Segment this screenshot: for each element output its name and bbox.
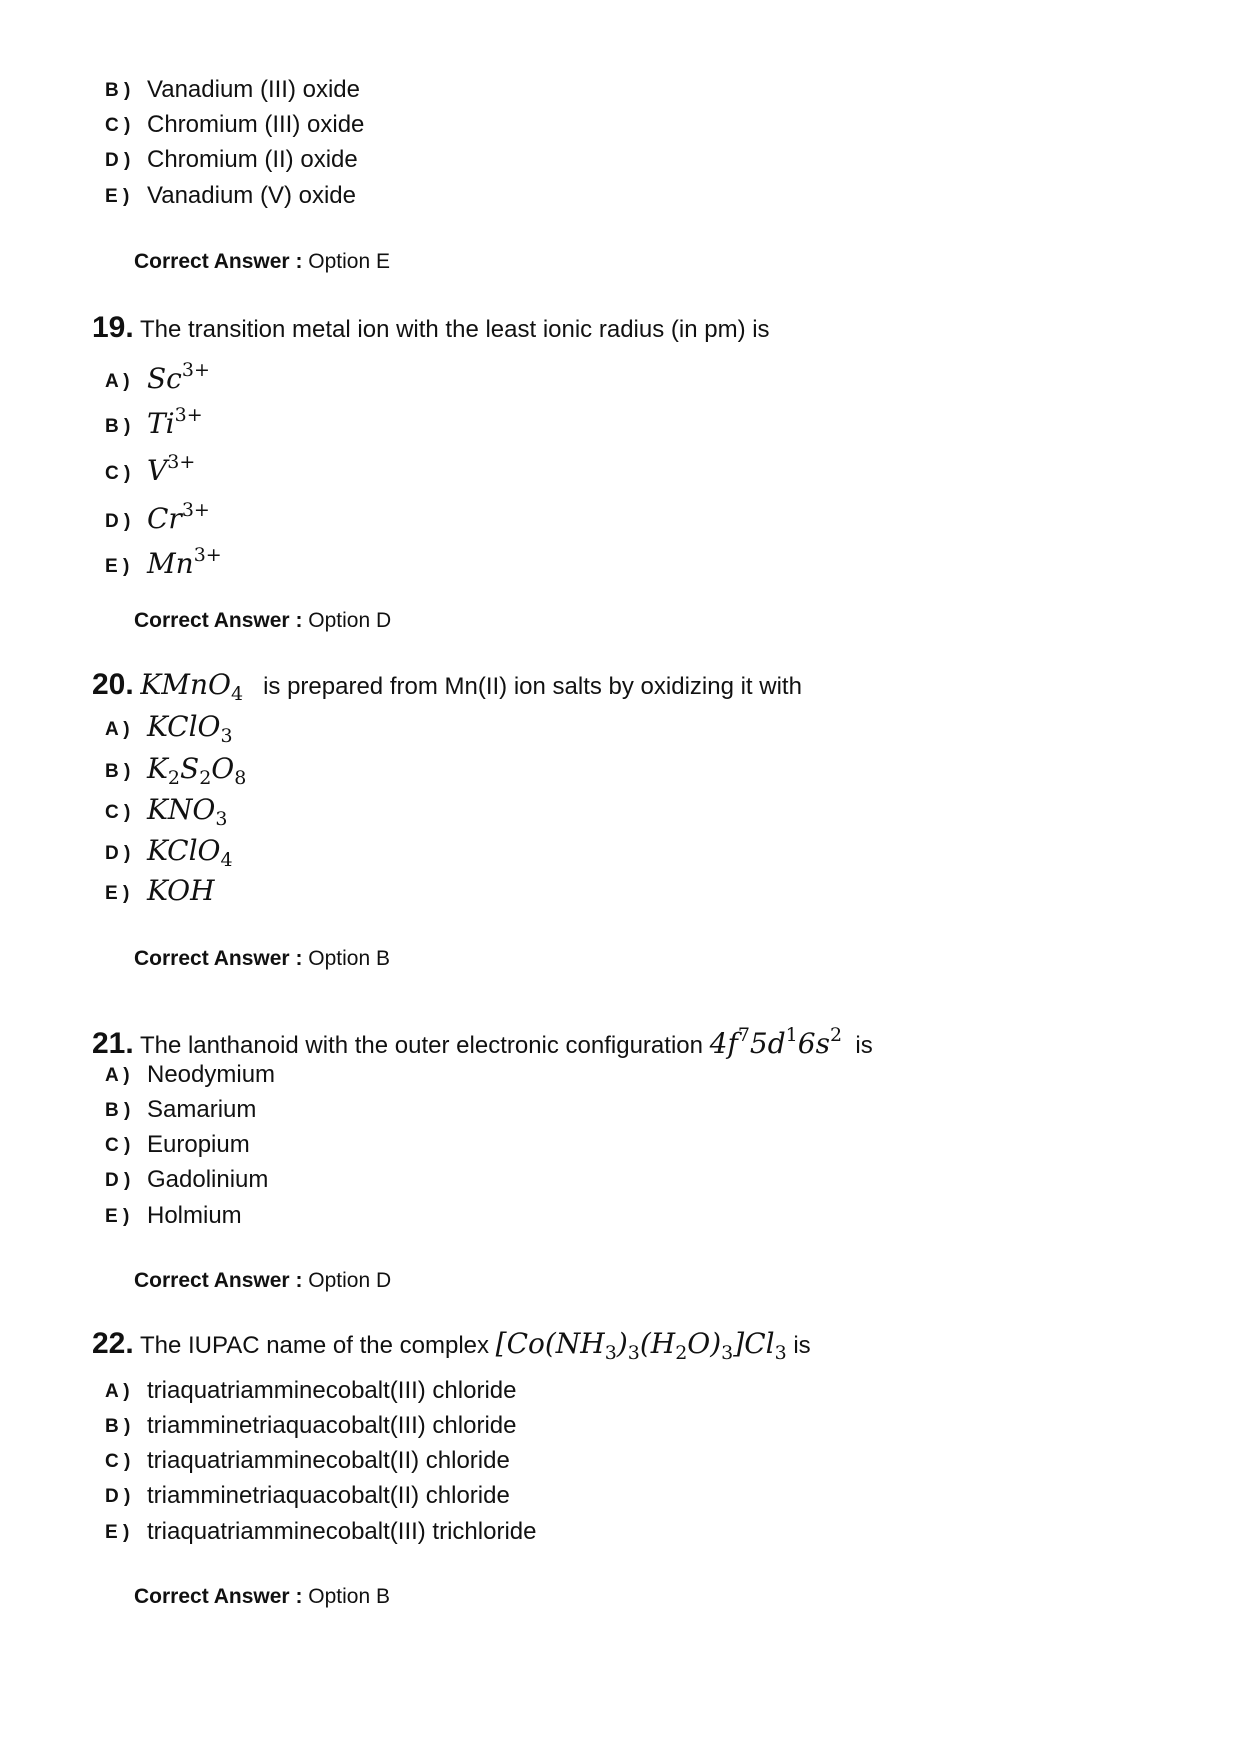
correct-answer-value: Option D [308, 609, 392, 632]
option-c [105, 795, 227, 834]
question-text-end: is [793, 1332, 811, 1359]
option-e [105, 540, 222, 582]
option-letter: A ) [105, 1381, 130, 1402]
option-e [105, 1517, 536, 1548]
correct-answer-value: Option B [308, 1585, 390, 1608]
option-text: triaquatriamminecobalt(III) chloride [147, 1377, 517, 1404]
option-text: Vanadium (III) oxide [147, 76, 360, 103]
correct-answer-label: Correct Answer : [134, 1585, 303, 1608]
option-letter: D ) [105, 1170, 131, 1191]
option-c [105, 110, 364, 141]
option-text: Chromium (III) oxide [147, 111, 365, 138]
question-stem [92, 311, 770, 347]
option-letter: B ) [105, 80, 131, 101]
option-text: triamminetriaquacobalt(II) chloride [147, 1482, 510, 1509]
question-number: 19. [92, 311, 134, 344]
option-d [105, 145, 358, 176]
correct-answer [134, 1268, 391, 1294]
option-c [105, 447, 195, 489]
option-text: Samarium [147, 1096, 257, 1123]
correct-answer [134, 946, 390, 972]
option-letter: D ) [105, 1486, 131, 1507]
question-text: The transition metal ion with the least ionic radius (in pm) is [139, 316, 770, 343]
option-letter: E ) [105, 1206, 130, 1227]
option-letter: D ) [105, 511, 131, 532]
option-text: Vanadium (V) oxide [147, 182, 356, 209]
option-d [105, 836, 233, 875]
option-letter: A ) [105, 1065, 130, 1086]
option-b [105, 400, 203, 442]
correct-answer [134, 1584, 390, 1610]
oxidant-formula: $K_2S_2O_8$ [147, 752, 247, 789]
option-e [105, 1201, 242, 1232]
ion-formula: $Sc^{3+}$ [147, 359, 210, 395]
option-letter: E ) [105, 883, 130, 904]
option-letter: C ) [105, 463, 131, 484]
option-text: triamminetriaquacobalt(III) chloride [147, 1412, 517, 1439]
ion-formula: $Mn^{3+}$ [147, 544, 222, 580]
option-d [105, 495, 210, 537]
option-c [105, 1130, 250, 1161]
option-letter: A ) [105, 719, 130, 740]
option-letter: B ) [105, 1416, 131, 1437]
option-a [105, 1060, 275, 1091]
option-a [105, 712, 233, 751]
option-b [105, 1095, 256, 1126]
option-text: Holmium [147, 1202, 242, 1229]
question-text: The IUPAC name of the complex [139, 1332, 489, 1359]
correct-answer-label: Correct Answer : [134, 250, 303, 273]
question-number: 20. [92, 668, 134, 701]
question-stem [92, 668, 802, 711]
question-text: The lanthanoid with the outer electronic configuration [139, 1032, 703, 1059]
correct-answer-label: Correct Answer : [134, 609, 303, 632]
option-d [105, 1481, 510, 1512]
option-text: triaquatriamminecobalt(III) trichloride [147, 1518, 537, 1545]
correct-answer-value: Option B [308, 947, 390, 970]
correct-answer [134, 249, 390, 275]
question-number: 22. [92, 1327, 134, 1360]
reagent-formula: KMnO$_4$ [140, 668, 244, 705]
complex-formula: $[Co(NH_3)_3(H_2O)_3]Cl_3$ [495, 1327, 787, 1364]
option-letter: E ) [105, 186, 130, 207]
option-a [105, 355, 210, 397]
option-letter: B ) [105, 1100, 131, 1121]
oxidant-formula: $KNO_3$ [147, 793, 228, 830]
question-text-end: is [855, 1032, 873, 1059]
electron-configuration: $4f^75d^16s^2$ [709, 1024, 843, 1060]
question-stem [92, 1018, 873, 1063]
option-letter: C ) [105, 1135, 131, 1156]
oxidant-formula: KClO$_3$ [147, 710, 233, 747]
oxidant-formula: KClO$_4$ [147, 834, 233, 871]
ion-formula: $Ti^{3+}$ [147, 404, 203, 440]
option-c [105, 1446, 510, 1477]
option-text: Chromium (II) oxide [147, 146, 358, 173]
option-letter: C ) [105, 802, 131, 823]
ion-formula: $Cr^{3+}$ [147, 499, 210, 535]
question-stem [92, 1327, 811, 1370]
correct-answer-value: Option D [308, 1269, 392, 1292]
question-text: is prepared from Mn(II) ion salts by oxidizing it with [263, 673, 802, 700]
option-letter: B ) [105, 416, 131, 437]
option-letter: A ) [105, 371, 130, 392]
option-e [105, 876, 215, 909]
option-text: triaquatriamminecobalt(II) chloride [147, 1447, 510, 1474]
correct-answer-label: Correct Answer : [134, 947, 303, 970]
option-e [105, 181, 356, 212]
option-letter: D ) [105, 150, 131, 171]
option-text: Europium [147, 1131, 250, 1158]
option-text: Gadolinium [147, 1166, 269, 1193]
option-letter: D ) [105, 843, 131, 864]
option-letter: C ) [105, 115, 131, 136]
option-d [105, 1165, 268, 1196]
ion-formula: $V^{3+}$ [147, 451, 196, 487]
option-letter: C ) [105, 1451, 131, 1472]
option-letter: E ) [105, 1522, 130, 1543]
question-number: 21. [92, 1027, 134, 1060]
option-letter: E ) [105, 556, 130, 577]
correct-answer-value: Option E [308, 250, 390, 273]
option-a [105, 1376, 516, 1407]
correct-answer-label: Correct Answer : [134, 1269, 303, 1292]
correct-answer [134, 608, 391, 634]
option-b [105, 1411, 516, 1442]
option-letter: B ) [105, 761, 131, 782]
oxidant-formula: KOH [147, 874, 215, 907]
option-b [105, 754, 246, 793]
option-b [105, 75, 360, 106]
option-text: Neodymium [147, 1061, 276, 1088]
